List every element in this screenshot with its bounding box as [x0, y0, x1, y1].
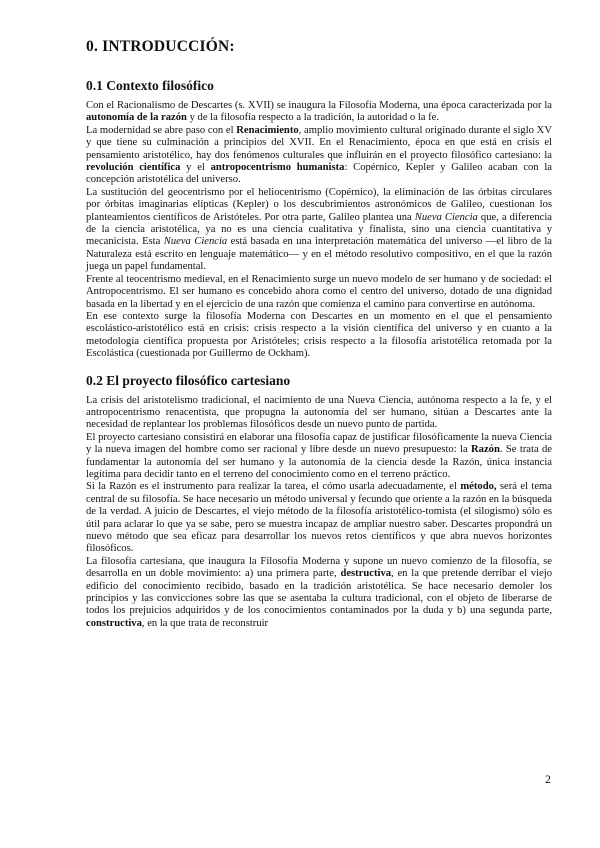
page-title: 0. INTRODUCCIÓN:: [86, 38, 235, 55]
document-body: [86, 38, 552, 630]
page-number: 2: [545, 772, 551, 786]
sections-container: [86, 78, 552, 630]
section-heading: 0.2 El proyecto filosófico cartesiano: [86, 372, 291, 388]
text-run: El proyecto cartesiano consistirá en elaborar una filosofía capaz de justificar filosóficamente la nueva Ciencia y la nueva imagen del hombre como ser racional y libre desde un nuevo presupuesto: la: [86, 431, 552, 456]
bold-text: método,: [460, 481, 497, 493]
bold-text: revolución científica: [86, 162, 181, 174]
text-run: Si la Razón es el instrumento para realizar la tarea, el cómo usarla adecuadamente, el: [86, 481, 461, 493]
body-paragraph: [86, 311, 552, 361]
body-paragraph: [86, 274, 552, 311]
body-paragraph: [86, 556, 552, 630]
text-run: que, a diferencia de la ciencia aristotélica, ya no es una ciencia cualitativa y finalista, sino una ciencia cuantitativa y mecanicista. Esta: [86, 211, 552, 248]
text-run: , amplio movimiento cultural originado durante el siglo XV y que tiene su culminación a principios del XVII. En el Renacimiento, época en que está en crisis el pensamiento aristotélico, hay dos fenómenos culturales que influirán en el proyecto filosófico cartesiano: la: [86, 124, 552, 161]
text-run: será el tema central de su filosofía. Se hace necesario un método universal y fecundo que oriente a la razón en la búsqueda de la verdad. A juicio de Descartes, el viejo método de la filosofía aristotélico-tomista (el silogismo) sólo es útil para aclarar lo que ya se sabe, pero se muestra incapaz de ampliar nuestro saber. Descartes propondrá un nuevo método que sea eficaz para desarrollar los nuevos retos científicos y que abra nuevos horizontes filosóficos.: [86, 481, 552, 555]
text-run: La sustitución del geocentrismo por el heliocentrismo (Copérnico), la eliminación de las órbitas circulares por órbitas imaginarias elípticas (Kepler) o los descubrimientos astronómicos de Galileo, cuestionan los planteamientos científicos de Aristóteles. Por otra parte, Galileo plantea una: [86, 186, 552, 223]
bold-text: constructiva: [86, 617, 142, 629]
text-run: En ese contexto surge la filosofía Moderna con Descartes en un momento en el que el pensamiento escolástico-aristotélico está en crisis: crisis respecto a la visión científica del universo y en cuanto a la metodología científica propuesta por Aristóteles; crisis respecto a la filosofía aristotélica retomada por la Escolástica (cuestionada por Guillermo de Ockham).: [86, 310, 552, 360]
text-run: La filosofía cartesiana, que inaugura la Filosofía Moderna y supone un nuevo comienzo de la filosofía, se desarrolla en un doble movimiento: a) una primera parte,: [86, 555, 552, 580]
text-run: La crisis del aristotelismo tradicional, el nacimiento de una Nueva Ciencia, autónoma respecto a la fe, y el antropocentrismo renacentista, que propugna la autonomía del ser humano, sitúan a Descartes ante la necesidad de replantear los problemas filosóficos desde un nuevo punto de partida.: [86, 394, 552, 431]
body-paragraph: [86, 395, 552, 432]
body-paragraph: [86, 187, 552, 274]
bold-text: destructiva: [340, 568, 392, 580]
section-heading: 0.1 Contexto filosófico: [86, 78, 214, 93]
italic-text: Nueva Ciencia: [163, 236, 228, 248]
italic-text: Nueva Ciencia: [414, 211, 478, 223]
text-run: La modernidad se abre paso con el: [86, 124, 237, 136]
text-run: , en la que pretende derribar el viejo edificio del conocimiento recibido, basado en la tradición aristotélica. Se hace necesario demoler los principios y las convicciones sobre las que se asentaba la cultura tradicional, con el objeto de liberarse de todos los prejuicios adquiridos y de los conocimientos contaminados por la duda y b) una segunda parte,: [86, 568, 552, 617]
body-paragraph: [86, 100, 552, 125]
text-run: . Se trata de fundamentar la autonomía del ser humano y la autonomía de la ciencia desde la Razón, única instancia legítima para decidir tanto en el terreno del conocimiento como en el terreno práctico.: [86, 444, 553, 480]
body-paragraph: [86, 125, 552, 187]
text-run: está basada en una interpretación matemática del universo —el libro de la Naturaleza está escrito en lenguaje matemático— y en el método resolutivo compositivo, en el que la razón juega un papel fundamental.: [86, 236, 552, 273]
bold-text: Renacimiento: [236, 124, 299, 136]
body-paragraph: [86, 481, 552, 555]
body-paragraph: [86, 432, 552, 482]
text-run: Con el Racionalismo de Descartes (s. XVII) se inaugura la Filosofía Moderna, una época caracterizada por la: [86, 100, 552, 111]
text-run: : Copérnico, Kepler y Galileo acaban con la concepción aristotélica del universo.: [86, 162, 552, 186]
text-run: y el: [180, 162, 211, 174]
text-run: , en la que trata de reconstruir: [141, 617, 269, 629]
text-run: Frente al teocentrismo medieval, en el Renacimiento surge un nuevo modelo de ser humano y de sociedad: el Antropocentrismo. El ser humano es concebido ahora como el centro del universo, dotado de una dignidad basada en la libertad y en el ejercicio de una razón que comienza el camino para convertirse en autónoma.: [86, 273, 552, 310]
bold-text: antropocentrismo humanista: [210, 162, 345, 174]
text-run: y de la filosofía respecto a la tradición, la autoridad o la fe.: [186, 112, 440, 124]
bold-text: autonomía de la razón: [86, 112, 187, 124]
bold-text: Razón: [471, 444, 500, 456]
